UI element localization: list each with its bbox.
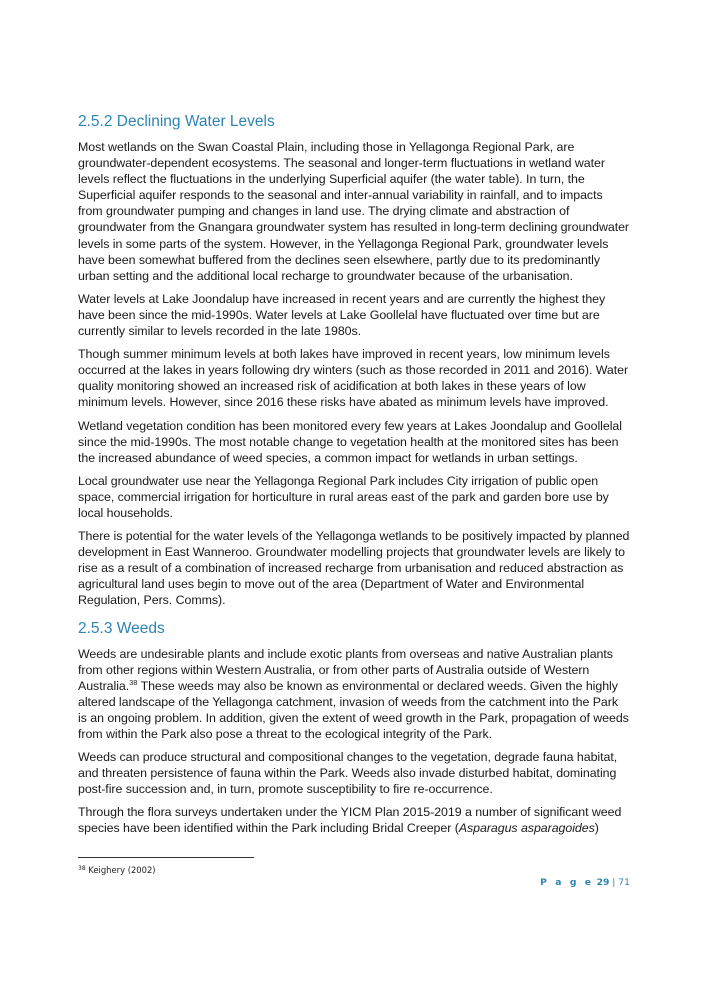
footnote-divider xyxy=(78,857,254,858)
footnote xyxy=(78,865,156,875)
footnote-reference[interactable]: 38 xyxy=(129,677,138,687)
paragraph: Water levels at Lake Joondalup have increased in recent years and are currently the highest they have been since the mid-1990s. Water levels at Lake Goollelal have fluctuated over time but are currently similar to levels recorded in the late 1980s. xyxy=(78,291,606,339)
paragraph-text: Through the flora surveys undertaken under the YICM Plan 2015-2019 a number of significant weed species have been identified within the Park including Bridal Creeper ( xyxy=(78,805,622,836)
section-heading-weeds: 2.5.3 Weeds xyxy=(78,619,165,637)
paragraph: Local groundwater use near the Yellagonga Regional Park includes City irrigation of public open space, commercial irrigation for horticulture in rural areas east of the park and garden bore use by local households. xyxy=(78,473,609,520)
footnote-text: Keighery (2002) xyxy=(85,865,156,875)
section-heading-declining-water-levels: 2.5.2 Declining Water Levels xyxy=(78,113,275,130)
paragraph xyxy=(78,804,630,836)
paragraph: Weeds can produce structural and compositional changes to the vegetation, degrade fauna habitat, and threaten persistence of fauna within the Park. Weeds also invade disturbed habitat, dominating post-fire succession and, in turn, promote susceptibility to fire re-occurrence. xyxy=(78,750,618,797)
paragraph-text: Weeds are undesirable plants and include exotic plants from overseas and native Australian plants from other regions within Western Australia, or from other parts of Australia outside of Western Australia. xyxy=(78,646,613,693)
species-name: Asparagus asparagoides xyxy=(458,821,595,836)
paragraph-text: ) xyxy=(594,821,599,836)
page-separator: | xyxy=(609,877,619,888)
paragraph: Most wetlands on the Swan Coastal Plain, including those in Yellagonga Regional Park, are groundwater-dependent ecosystems. The seasonal and longer-term fluctuations in wetland water levels reflect the fluctuations in the underlying Superficial aquifer (the water table). In turn, the Superficial aquifer responds to the seasonal and inter-annual variability in rainfall, and to impacts from groundwater pumping and changes in land use. The drying climate and abstraction of groundwater from the Gnangara groundwater system has resulted in long-term declining groundwater levels in some parts of the system. However, in the Yellagonga Regional Park, groundwater levels have been somewhat buffered from the declines seen elsewhere, partly due to its predominantly urban setting and the additional local recharge to groundwater because of the urbanisation. xyxy=(78,140,630,283)
document-body xyxy=(78,112,630,844)
paragraph: Though summer minimum levels at both lakes have improved in recent years, low minimum levels occurred at the lakes in years following dry winters (such as those recorded in 2011 and 2016). Water quality monitoring showed an increased risk of acidification at both lakes in these years of low minimum levels. However, since 2016 these risks have abated as minimum levels have improved. xyxy=(78,347,629,410)
paragraph-text: These weeds may also be known as environmental or declared weeds. Given the highly altered landscape of the Yellagonga catchment, invasion of weeds from the catchment into the Park is an ongoing problem. In addition, given the extent of weed growth in the Park, propagation of weeds from within the Park also pose a threat to the ecological integrity of the Park. xyxy=(78,678,629,741)
paragraph xyxy=(78,646,630,743)
current-page: 29 xyxy=(596,877,610,888)
footnote-number: 38 xyxy=(78,865,86,872)
page-number xyxy=(540,877,630,888)
paragraph: Wetland vegetation condition has been monitored every few years at Lakes Joondalup and Goollelal since the mid-1990s. The most notable change to vegetation health at the monitored sites has been the increased abundance of weed species, a common impact for wetlands in urban settings. xyxy=(78,418,622,465)
total-pages: 71 xyxy=(618,877,630,888)
paragraph: There is potential for the water levels of the Yellagonga wetlands to be positively impacted by planned development in East Wanneroo. Groundwater modelling projects that groundwater levels are likely to rise as a result of a combination of increased recharge from urbanisation and reduced abstraction as agricultural land uses begin to move out of the area (Department of Water and Environmental Regulation, Pers. Comms). xyxy=(78,529,630,608)
page-label: P a g e xyxy=(540,877,594,888)
